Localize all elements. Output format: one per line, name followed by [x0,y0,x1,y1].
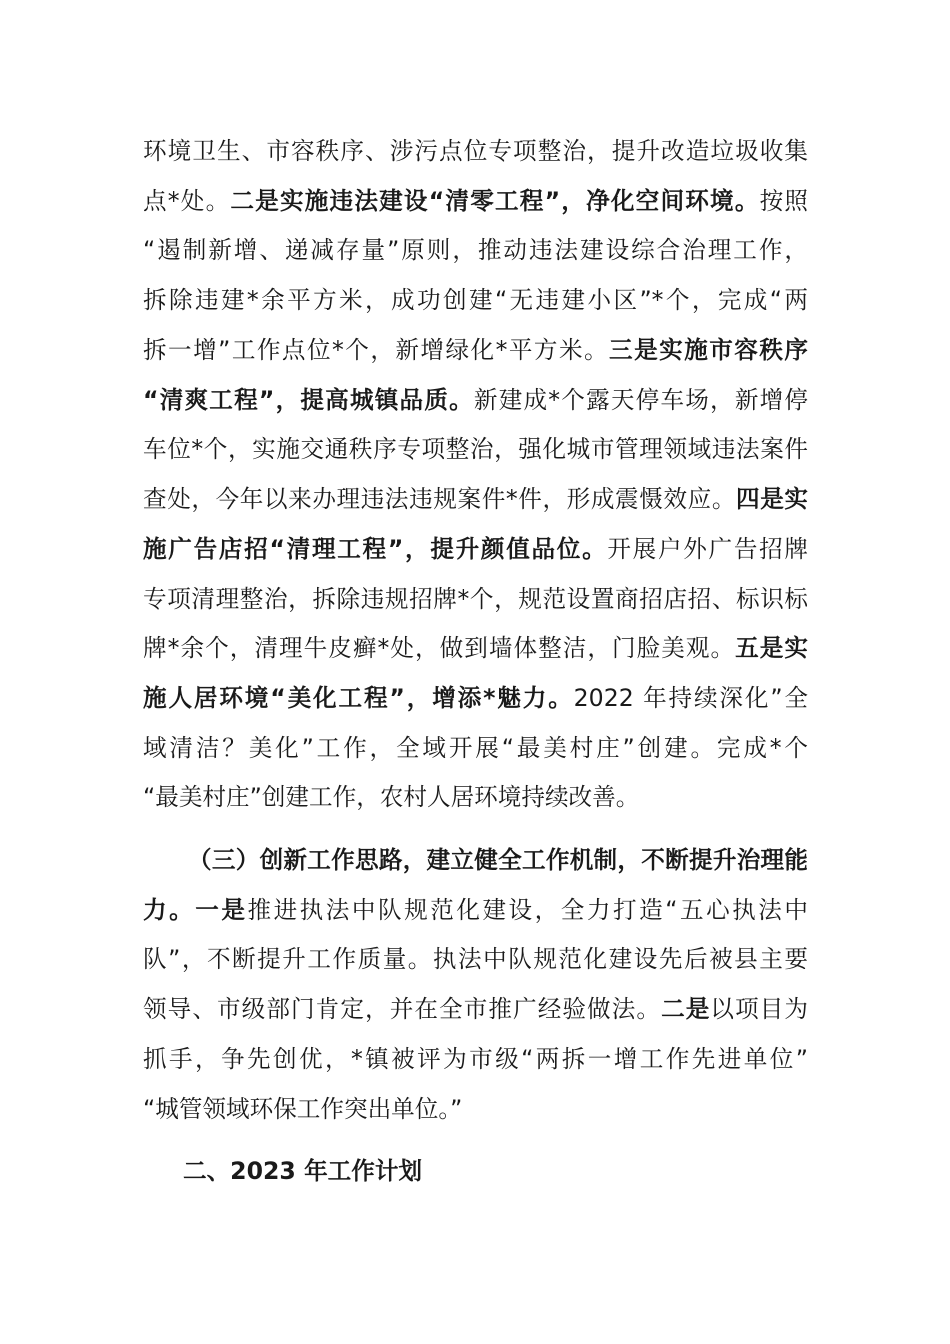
text-line: 域清洁？美化”工作，全域开展“最美村庄”创建。完成*个 [143,734,808,762]
text-line: 环境卫生、市容秩序、涉污点位专项整治，提升改造垃圾收集 [143,137,808,165]
text-line: 领导、市级部门肯定，并在全市推广经验做法。二是以项目为 [143,995,808,1023]
text-line: 专项清理整治，拆除违规招牌*个，规范设置商招店招、标识标 [143,585,808,613]
section-heading: （三）创新工作思路，建立健全工作机制，不断提升治理能 [188,846,808,874]
text-line: “城管领域环保工作突出单位。” [143,1095,463,1123]
text-line: 查处，今年以来办理违法违规案件*件，形成震慑效应。四是实 [143,485,808,513]
text-line: “遏制新增、递减存量”原则，推动违法建设综合治理工作， [143,236,808,264]
text-line: 拆除违建*余平方米，成功创建“无违建小区”*个，完成“两 [143,286,808,314]
text-line: 拆一增”工作点位*个，新增绿化*平方米。三是实施市容秩序 [143,336,808,364]
text-line: 力。一是推进执法中队规范化建设，全力打造“五心执法中 [143,896,808,924]
text-line: “最美村庄”创建工作，农村人居环境持续改善。 [143,783,640,811]
text-line: 牌*余个，清理牛皮癣*处，做到墙体整洁，门脸美观。五是实 [143,634,808,662]
text-line: 队”，不断提升工作质量。执法中队规范化建设先后被县主要 [143,945,808,973]
chapter-heading: 二、2023 年工作计划 [183,1157,423,1185]
text-line: 抓手，争先创优，*镇被评为市级“两拆一增工作先进单位” [143,1045,808,1073]
text-line: 施人居环境“美化工程”，增添*魅力。2022 年持续深化”全 [143,684,808,712]
text-line: “清爽工程”，提高城镇品质。新建成*个露天停车场，新增停 [143,386,808,414]
text-line: 车位*个，实施交通秩序专项整治，强化城市管理领域违法案件 [143,435,808,463]
text-line: 点*处。二是实施违法建设“清零工程”，净化空间环境。按照 [143,187,808,215]
text-line: 施广告店招“清理工程”，提升颜值品位。开展户外广告招牌 [143,535,808,563]
